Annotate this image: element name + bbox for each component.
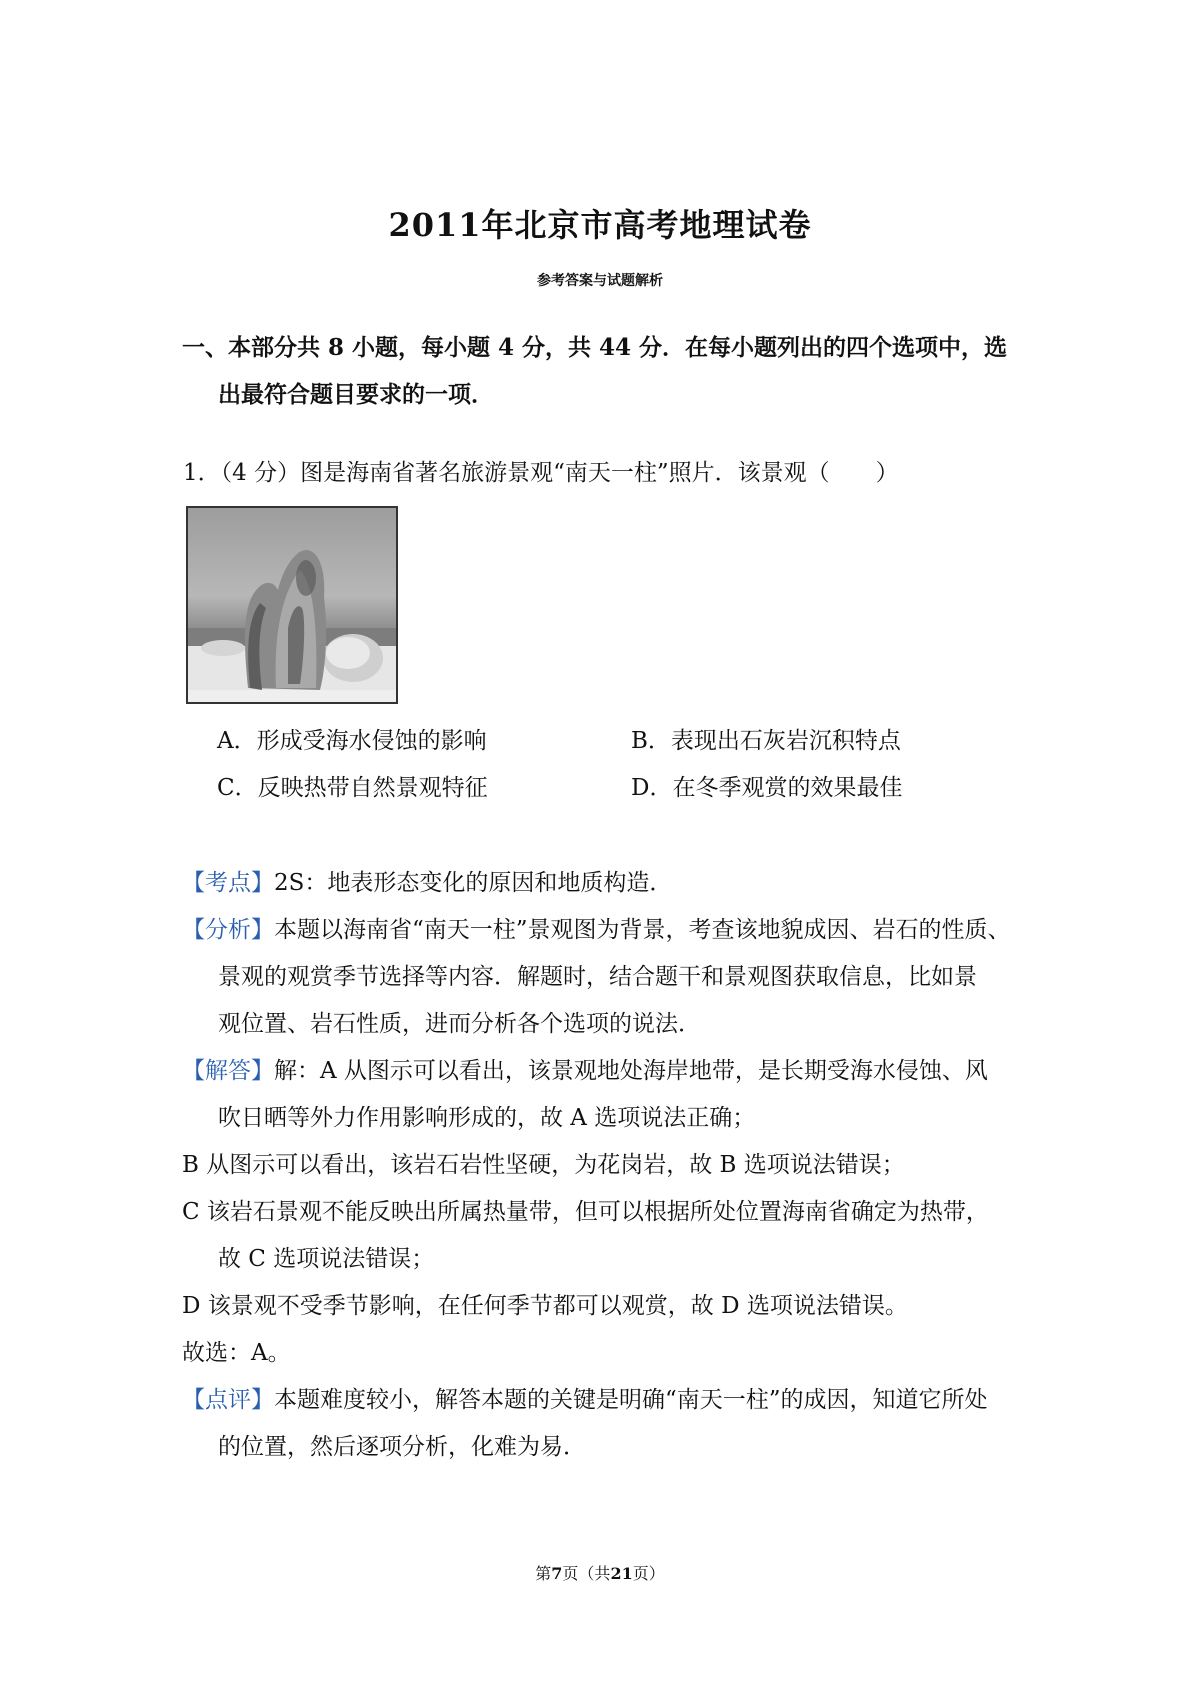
jieda-paragraph-line-7: 故选：A。 [182, 1340, 291, 1366]
dianping-tag: 【点评】 [182, 1387, 274, 1413]
jieda-text-1: 解：A 从图示可以看出，该景观地处海岸地带，是长期受海水侵蚀、风 [274, 1058, 988, 1084]
page-subtitle: 参考答案与试题解析 [537, 273, 663, 289]
page-title: 2011年北京市高考地理试卷 [388, 206, 812, 244]
footer-total-pages: 21 [610, 1564, 633, 1583]
fenxi-paragraph-line-1 [182, 915, 1011, 945]
fenxi-paragraph-line-3: 观位置、岩石性质，进而分析各个选项的说法． [218, 1011, 701, 1037]
section-heading-line-2: 出最符合题目要求的一项． [218, 381, 494, 408]
jieda-paragraph-line-5: 故 C 选项说法错误； [218, 1246, 435, 1272]
option-c: C．反映热带自然景观特征 [217, 775, 488, 801]
landscape-photo [186, 506, 398, 704]
kaodian-tag: 【考点】 [182, 870, 274, 896]
footer-suffix: 页） [632, 1564, 665, 1583]
dianping-paragraph-line-2: 的位置，然后逐项分析，化难为易． [218, 1434, 586, 1460]
jieda-paragraph-line-1 [182, 1056, 988, 1086]
jieda-tag: 【解答】 [182, 1058, 274, 1084]
dianping-text-1: 本题难度较小，解答本题的关键是明确“南天一柱”的成因，知道它所处 [274, 1387, 988, 1413]
kaodian-paragraph [182, 868, 672, 898]
fenxi-tag: 【分析】 [182, 917, 274, 943]
rock-pillar-photo-icon [188, 508, 396, 702]
dianping-paragraph-line-1 [182, 1385, 988, 1415]
question-stem: 1．（4 分）图是海南省著名旅游景观“南天一柱”照片．该景观（ ） [183, 460, 899, 486]
jieda-paragraph-line-3: B 从图示可以看出，该岩石岩性坚硬，为花岗岩，故 B 选项说法错误； [182, 1152, 905, 1178]
footer-page-number: 7 [551, 1564, 563, 1583]
option-b: B．表现出石灰岩沉积特点 [631, 728, 901, 754]
kaodian-text: 2S：地表形态变化的原因和地质构造． [274, 870, 673, 896]
fenxi-paragraph-line-2: 景观的观赏季节选择等内容．解题时，结合题干和景观图获取信息，比如景 [218, 964, 977, 990]
option-d: D．在冬季观赏的效果最佳 [631, 775, 903, 801]
page-footer [0, 1561, 1200, 1584]
jieda-paragraph-line-4: C 该岩石景观不能反映出所属热量带，但可以根据所处位置海南省确定为热带， [182, 1199, 989, 1225]
footer-prefix: 第 [535, 1564, 552, 1583]
section-heading-line-1: 一、本部分共 8 小题，每小题 4 分，共 44 分．在每小题列出的四个选项中，选 [182, 334, 1008, 361]
jieda-paragraph-line-6: D 该景观不受季节影响，在任何季节都可以观赏，故 D 选项说法错误。 [182, 1293, 908, 1319]
option-a: A．形成受海水侵蚀的影响 [217, 728, 487, 754]
fenxi-text-1: 本题以海南省“南天一柱”景观图为背景，考查该地貌成因、岩石的性质、 [274, 917, 1011, 943]
footer-middle: 页（共 [562, 1564, 611, 1583]
jieda-paragraph-line-2: 吹日晒等外力作用影响形成的，故 A 选项说法正确； [218, 1105, 756, 1131]
